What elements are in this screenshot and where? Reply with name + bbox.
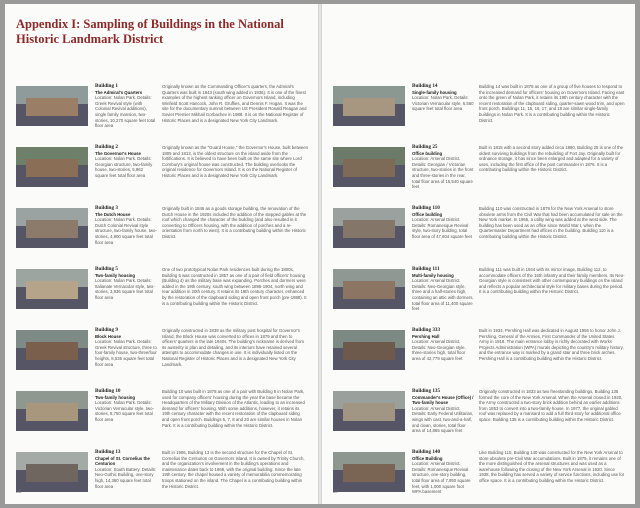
building-meta xyxy=(95,206,157,245)
building-description: Built in 1906, Building 13 is the second structure for the Chapel of St. Cornelius the Centurion on Governors Island. It is owned by Trinity Church, and the organization's involvement in the building's operations and maintenance dates back to 1868, with the original building. Since the late 19th century, the chapel housed a variety of memorabilia commemorating troops stationed on the island. The Chapel is a contributing building within the Historic District. xyxy=(162,450,305,489)
building-meta xyxy=(412,389,474,434)
page-title: Appendix I: Sampling of Buildings in the National Historic Landmark District xyxy=(16,17,284,46)
entry-list xyxy=(322,84,635,504)
building-number: Building 14 xyxy=(412,83,438,89)
building-description: Building 14 was built in 1878 as one of a group of five houses to respond to the increased demand for officers' housing on Governors Island. Facing east onto the green of Nolan Park, it retains its 19th century character with the recent restoration of the clapboard siding, quarter-sawn wood trim, and open front porch. Buildings 11, 15, 16, 17, and 18 are similar single-family buildings in Nolan Park. It is a contributing building within the Historic District. xyxy=(479,84,625,123)
building-number: Building 135 xyxy=(412,388,441,394)
building-name: The Dutch House xyxy=(95,211,131,217)
building-details: Location: Arsenal District. Details: Romanesque Revival structure, one-story building, total floor area of 7,950 square feet, with 1,000 square foot WPA basement xyxy=(412,461,471,495)
building-description: Originally known as the "Guard House," the Governor's House, built between 1805 and 1813, is the oldest structure on the island aside from the fortifications. It is believed to have been built on the same site where Lord Cornbury's original house was constructed. The building overlooks the original residence for Governors Island. It is on the National Register of Historic Places and is a designated New York City Landmark. xyxy=(162,145,308,178)
building-entry xyxy=(5,84,318,145)
building-number: Building 110 xyxy=(412,205,440,211)
building-details: Location: Nolan Park. Details: Greek Revival style (with Colonial Revival additions), single family mansion, two-stories, 10,270 square feet total floor area xyxy=(95,95,156,129)
building-number: Building 111 xyxy=(412,266,440,272)
building-meta xyxy=(412,84,474,112)
building-description: Building 111 was built in 1934 with its mirror image, Building 112, to accommodate officers of the 16th infantry and their family members. Its Neo-Georgian style is consistent with other contemporary buildings on the island and reflects a popular architectural style for military bases during the period. It is a contributing building within the Historic District. xyxy=(479,267,625,295)
building-number: Building 140 xyxy=(412,449,441,455)
building-photo xyxy=(16,147,88,187)
building-entry xyxy=(5,389,318,450)
building-photo xyxy=(333,147,405,187)
building-details: Location: Arsenal District. Details: Neo-Georgian style, three-stories high, total floor area of 42,779 square feet xyxy=(412,339,466,361)
building-description: Building 110 was constructed in 1879 for the New York Arsenal to store obsolete arms from the Civil War that had been accumulated for sale on the New York market. In 1955, a utility wing was added at the west side. The building has been used as an office since World War I, when the Quartermaster Department had offices in the building. Building 110 is a contributing building within the Historic District. xyxy=(479,206,623,239)
building-number: Building 5 xyxy=(95,266,118,272)
building-name: Office building xyxy=(412,211,443,217)
building-details: Location: Nolan Park. Details: Georgian structure, two-family house, two-stories, 5,962 square feet total floor area xyxy=(95,156,153,178)
building-number: Building 333 xyxy=(412,327,441,333)
right-page xyxy=(322,4,635,504)
building-meta xyxy=(95,145,157,179)
building-name: The Governor's House xyxy=(95,150,141,156)
entry-list xyxy=(5,84,318,504)
building-entry xyxy=(322,450,635,504)
building-name: Office Building xyxy=(412,455,443,461)
building-description: Originally constructed in 1839 as the military post hospital for Governor's Island, the Block House was converted to offices in 1879 and then to officers' quarters in the late 1940s. The building's nickname is derived from its austerity in plan and detailing, and its interiors have retained several attempts to accommodate changes in use. It is individually listed on the National Register of Historic Places and is a designated New York City Landmark. xyxy=(162,328,304,367)
building-entry xyxy=(5,328,318,389)
building-meta xyxy=(95,389,157,423)
building-meta xyxy=(95,84,157,129)
building-name: Single-family housing xyxy=(412,89,457,95)
building-photo xyxy=(333,391,405,431)
building-meta xyxy=(412,267,474,312)
building-entry xyxy=(322,389,635,450)
building-description: Originally constructed in 1833 as two freestanding buildings, Building 135 formed the core of the New York Arsenal. When the Arsenal closed in 1920, the Army constructed a two-story brick addition behind an earlier additions from 1853 to convert into a two-family house. In 1977, the original gabled roof was replaced by a mansard to add a full third story for additional office space. Building 135 is a contributing building within the Historic District. xyxy=(479,389,623,422)
building-name: Block House xyxy=(95,333,122,339)
building-meta xyxy=(412,328,474,362)
building-details: Location: Nolan Park. Details: Dutch Colonial Revival style structure, two-family house, two-stories, 4,800 square feet total floor area xyxy=(95,217,157,245)
building-description: Originally built in 1846 as a goods storage building, the renovation of the Dutch House in the 1920s included the addition of the stepped gables at the roof which changed the character of the building (and also resulted in it converting to Officers housing, with the addition of porches and a re-orientation from north to west). It is a contributing building within the Historic District. xyxy=(162,206,307,239)
building-number: Building 13 xyxy=(95,449,121,455)
building-details: Location: Nolan Park. Details: Greek Revival structure, three to four-family house, two-three/four heights, 8,535 square feet total floor area xyxy=(95,339,157,367)
building-number: Building 3 xyxy=(95,205,118,211)
building-description: Like Building 110, Building 140 was constructed for the New York Arsenal to store obsolete pre-Civil War accumulations. Built in 1875, it remains one of the more distinguished of the arsenal structures and was used as a warehouse following the closing of the New York Arsenal in 1920. Since 1938, the building has served a variety of service functions, including use for office space. It is a contributing building within the Historic District. xyxy=(479,450,625,483)
building-photo xyxy=(16,208,88,248)
building-details: Location: Arsenal District. Details: Romanesque Revival style, two-story building, total floor area of 47,604 square feet xyxy=(412,217,472,239)
building-entry xyxy=(5,145,318,206)
building-name: Office building xyxy=(412,150,443,156)
building-entry xyxy=(322,267,635,328)
page-number: 37 xyxy=(333,489,339,495)
building-photo xyxy=(333,330,405,370)
building-entry xyxy=(5,206,318,267)
building-name: Pershing Hall xyxy=(412,333,440,339)
building-description: Building 10 was built in 1878 as one of a pair with Building 8 in Nolan Park, used for company officers' housing during the year the base became the Headquarters of the Military Division of the Atlantic, leading to an increased demand for officers' housing. With some additions, however, it retains its 19th century character with the recent restoration of the clapboard siding and open front porch. Buildings 6, 7, 8 and 20 are similar houses in Nolan Park. It is a contributing building within the Historic District. xyxy=(162,389,305,428)
building-meta xyxy=(95,450,157,489)
building-description: Originally known as the Commanding Officer's quarters, the Admiral's Quarters was built in 1843 (south wing added in 1936). It is one of the finest examples of the highest ranking officer on Governors Island, including Winfield Scott Hancock, John R. Gruffies, and Dennis F. Hogan. It was the site for the documentary summit between US President Ronald Reagan and Soviet Premier Mikhail Gorbachev in 1988. It is on the National Register of Historic Places and is a designated New York City Landmark. xyxy=(162,84,307,123)
building-number: Building 10 xyxy=(95,388,121,394)
building-meta xyxy=(95,267,157,301)
building-description: Built in 1934, Pershing Hall was dedicated in August 1956 to honor John J. Pershing, General of the Armies, First Commander of the United States Army in 1918. The main entrance lobby is richly decorated with Works Projects Administration (WPA) murals depicting the country's military history, and the entrance way is marked by a grand stair and three brick arches. Pershing Hall is a contributing building within the Historic District. xyxy=(479,328,624,361)
page-number: 36 xyxy=(16,489,22,495)
building-entry xyxy=(322,84,635,145)
building-photo xyxy=(333,452,405,492)
building-name: Commander's House (Office) / Two-family house xyxy=(412,394,474,406)
building-meta xyxy=(412,145,474,190)
building-details: Location: Arsenal District. Details: Georgian / Victorian structure, two-stories in the front and three-stories in the rear, total floor area of 15,540 square feet xyxy=(412,156,474,190)
building-number: Building 1 xyxy=(95,83,118,89)
building-name: Two-family housing xyxy=(95,394,136,400)
building-photo xyxy=(16,86,88,126)
building-number: Building 25 xyxy=(412,144,438,150)
building-meta xyxy=(412,206,474,240)
building-description: One of two prototypical Nolan Park residences built during the 1800s, Building 5 was constructed in 1857 as one of a pair of field officers' housing (Building 4) as the military base was expanding. Porches and dormers were added in the 19th century, south wing between 1895-1904, north wing and rear addition in 20th century. It retains its 19th century character, enhanced by the restoration of the clapboard siding and open front porch (pre-1988). It is a contributing building within the Historic District. xyxy=(162,267,307,306)
building-photo xyxy=(16,269,88,309)
building-description: Built in 1815 with a second story added circa 1880, Building 25 is one of the oldest surviving buildings from the rebuilding of Fort Jay. Originally built for ordnance storage, it has since been enlarged and adapted for a variety of uses, including the first office of the post commander in 1876. It is a contributing building within the Historic District. xyxy=(479,145,624,173)
building-photo xyxy=(333,86,405,126)
building-details: Location: South Battery. Details: Neo-Gothic Building, one-story high, 14,360 square feet total floor area xyxy=(95,466,157,489)
building-photo xyxy=(16,452,88,492)
building-photo xyxy=(16,391,88,431)
building-meta xyxy=(95,328,157,367)
building-details: Location: Arsenal District. Details: Neo-Georgian style, three and a half-stories high, containing an attic with dormers, total floor area of 11,400 square feet xyxy=(412,278,474,312)
building-photo xyxy=(333,208,405,248)
building-photo xyxy=(333,269,405,309)
building-meta xyxy=(412,450,474,495)
building-name: Multi-family housing xyxy=(412,272,454,278)
building-entry xyxy=(322,328,635,389)
building-details: Location: Nolan Park. Details: Victorian Vernacular style, two-stories, 8,750 square feet total floor area xyxy=(95,400,154,422)
building-entry xyxy=(322,206,635,267)
building-details: Location: Nolan Park. Details: Victorian Vernacular style, 6,560 square feet total floor area xyxy=(412,95,474,112)
building-photo xyxy=(16,330,88,370)
building-name: Two-family housing xyxy=(95,272,136,278)
building-name: The Admiral's Quarters xyxy=(95,89,143,95)
building-entry xyxy=(322,145,635,206)
building-name: Chapel of St. Cornelius the Centurion xyxy=(95,455,150,467)
building-details: Location: Nolan Park. Details: Italianate Vernacular style, two-stories, 3,936 square feet total floor area xyxy=(95,278,155,300)
building-entry xyxy=(5,267,318,328)
building-entry xyxy=(5,450,318,504)
building-number: Building 9 xyxy=(95,327,118,333)
building-number: Building 2 xyxy=(95,144,118,150)
building-details: Location: Arsenal District. Details: Early Federal Utilitarian, wings with cast, two-and-a-half, and clean, stories, total floor area of 14,865 square feet xyxy=(412,405,474,434)
left-page xyxy=(5,4,318,504)
